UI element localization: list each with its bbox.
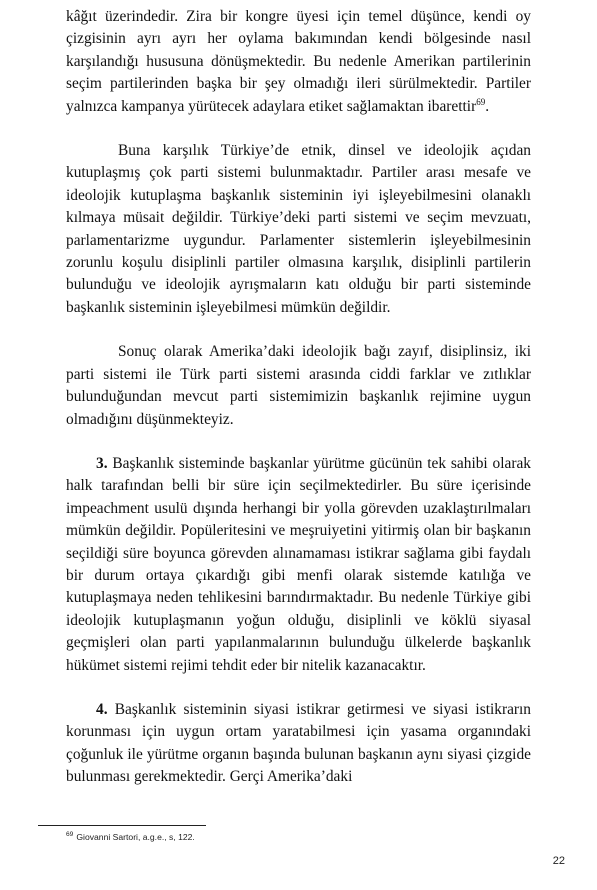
paragraph-gap xyxy=(66,677,531,699)
footnote-mark: 69 xyxy=(66,831,74,839)
page-number: 22 xyxy=(552,855,565,867)
paragraph-gap xyxy=(66,118,531,140)
paragraph-gap xyxy=(66,431,531,453)
numbered-paragraph-4 xyxy=(66,699,531,789)
numbered-paragraph-3 xyxy=(66,453,531,677)
footnote-text: Giovanni Sartori, a.g.e., s, 122. xyxy=(76,832,195,842)
footnote-reference[interactable]: 69 xyxy=(476,96,486,107)
footnote xyxy=(66,832,195,842)
paragraph-number: 4. xyxy=(96,700,108,718)
paragraph-text: Başkanlık sisteminde başkanlar yürütme gücünün tek sahibi olarak halk tarafından belli bir süre için seçilmektedirler. Bu süre içerisinde impeachment usulü dışında herhangi bir yolla görevden uzaklaştırılmaları mümkün değildir. Popüleritesini ve meşruiyetini yitirmiş olan bir başkanın seçildiği süre boyunca görevden alınamaması istikrar sağlama gibi faydalı bir durum ortaya çıkardığı gibi menfi olarak sistemde katılığa ve kutuplaşmaya neden tehlikesini barındırmaktadır. Bu nedenle Türkiye gibi ideolojik kutuplaşmanın yoğun olduğu, disiplinli ve köklü siyasal geçmişleri olan parti yapılanmalarının bulunduğu ülkelerde başkanlık hükümet sistemi rejimi tehdit eder bir nitelik kazanacaktır. xyxy=(66,454,531,674)
paragraph-gap xyxy=(66,319,531,341)
paragraph-text: Başkanlık sisteminin siyasi istikrar getirmesi ve siyasi istikrarın korunması için uygun ortam yaratabilmesi için yasama organındaki çoğunluk ile yürütme organın başında bulunan başkanın aynı siyasi çizgide bulunması gerekmektedir. Gerçi Amerika’daki xyxy=(66,700,531,786)
paragraph-text: kâğıt üzerindedir. Zira bir kongre üyesi için temel düşünce, kendi oy çizgisinin ayrı ayrı her oylama bakımından kendi bölgesinde nasıl karşılandığı hususuna dönüşmektedir. Bu nedenle Amerikan partilerinin seçim partilerinden başka bir şey olmadığı ileri sürülmektedir. Partiler yalnızca kampanya yürütecek adaylara etiket sağlamaktan ibarettir xyxy=(66,8,531,115)
paragraph-continuation xyxy=(66,6,531,118)
paragraph-number: 3. xyxy=(96,454,108,472)
paragraph-end-punctuation: . xyxy=(485,97,490,115)
footnote-separator xyxy=(38,825,206,826)
paragraph-conclusion: Sonuç olarak Amerika’daki ideolojik bağı zayıf, disiplinsiz, iki parti sistemi ile Türk parti sistemi arasında ciddi farklar ve zıtlıklar bulunduğundan mevcut parti sistemimizin başkanlık rejimine uygun olmadığını düşünmekteyiz. xyxy=(66,343,531,428)
document-page xyxy=(66,6,531,789)
paragraph-turkey-party-system: Buna karşılık Türkiye’de etnik, dinsel ve ideolojik açıdan kutuplaşmış çok parti sistemi bulunmaktadır. Partiler arası mesafe ve ideolojik kutuplaşma başkanlık sisteminin iyi işleyebilmesini olanaklı kılmaya müsait değildir. Türkiye’deki parti sistemi ve seçim mevzuatı, parlamentarizme uygundur. Parlamenter sistemlerin işleyebilmesinin zorunlu koşulu disiplinli partiler olmasına karşılık, disiplinli partilerin bulunduğu ve ideolojik ayrışmaların katı olduğu bir parti sisteminde başkanlık sisteminin işleyebilmesi mümkün değildir. xyxy=(66,142,531,316)
